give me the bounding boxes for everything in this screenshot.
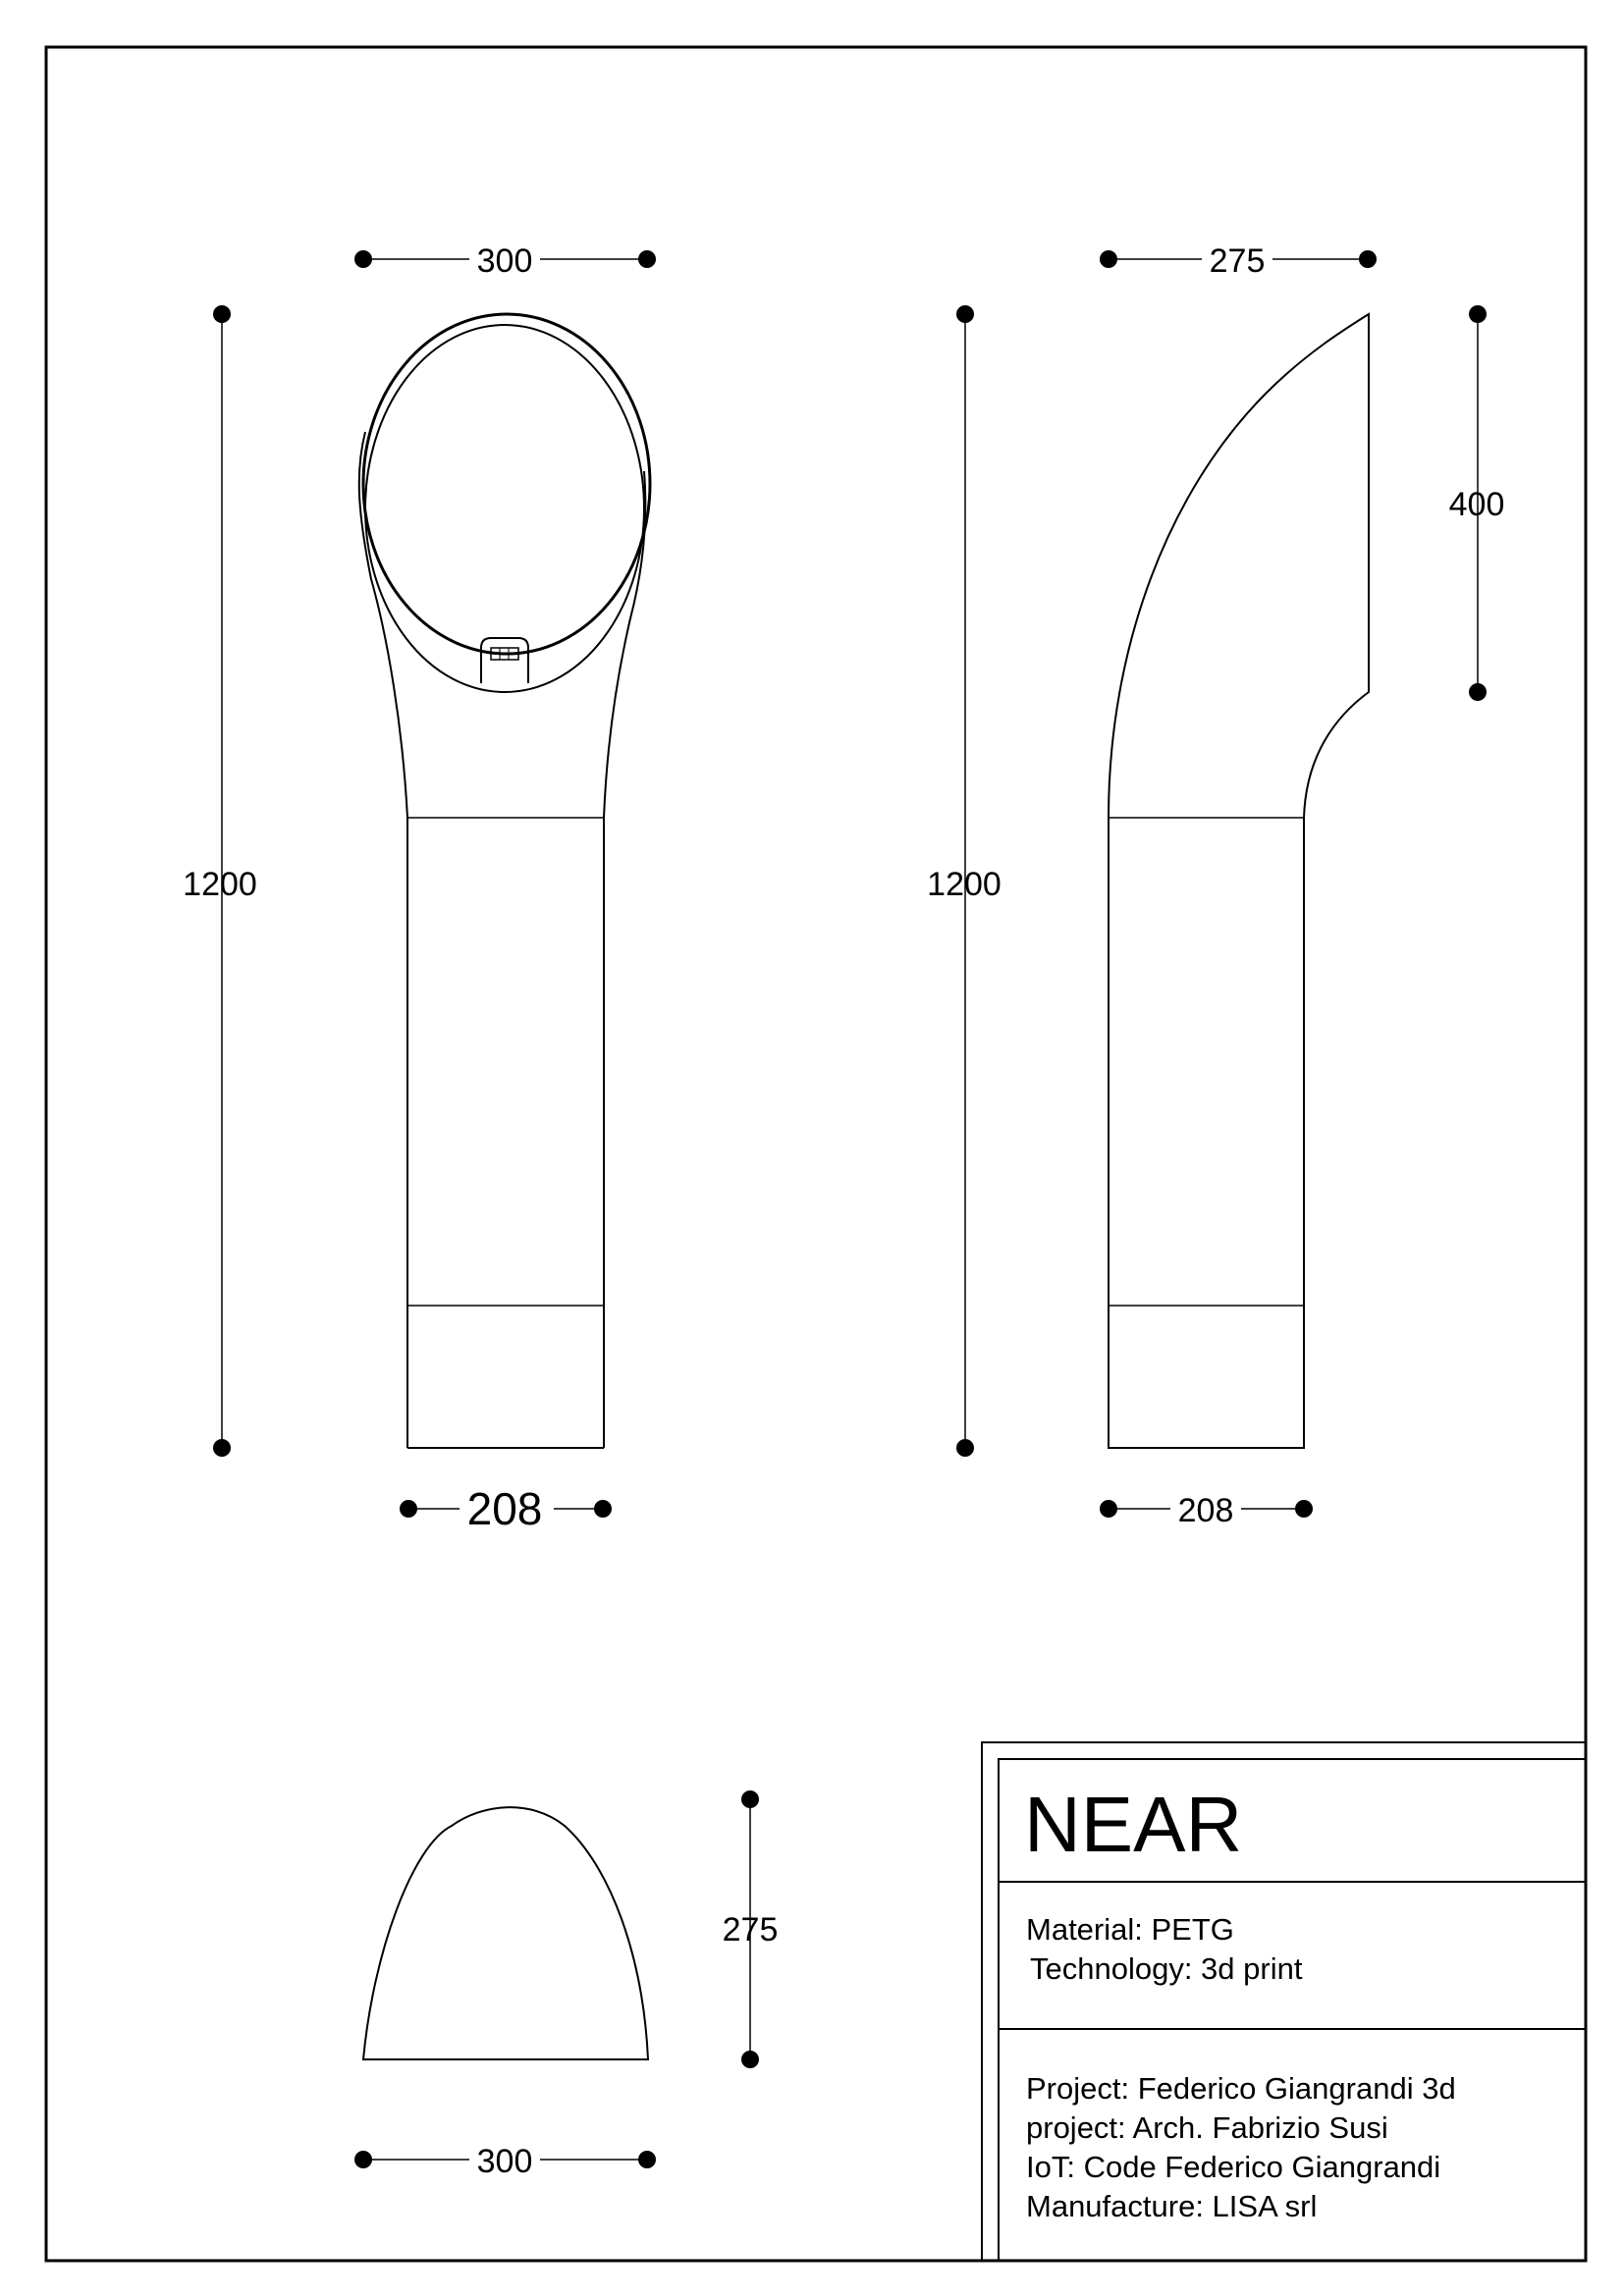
front-dim-width-top: [354, 240, 656, 280]
side-dim-width-base: [1100, 1490, 1313, 1529]
title-block: [982, 1742, 1586, 2261]
front-dim-height-label: 1200: [183, 866, 257, 903]
side-view-body-outline: [1109, 314, 1369, 1448]
front-view: [359, 314, 650, 1448]
spec-technology: Technology: 3d print: [1030, 1951, 1303, 1986]
side-dim-width-base-label: 208: [1177, 1492, 1234, 1529]
front-dim-width-base-label: 208: [466, 1483, 543, 1534]
front-view-head-inner: [365, 325, 644, 692]
top-view: [363, 1807, 648, 2059]
credit-project-arch: project: Arch. Fabrizio Susi: [1026, 2110, 1388, 2145]
front-dim-height: [183, 305, 257, 1457]
top-view-outline: [363, 1807, 648, 2059]
front-view-sensor: [481, 638, 528, 683]
side-dim-width-top-label: 275: [1209, 242, 1266, 280]
credit-iot: IoT: Code Federico Giangrandi: [1026, 2150, 1441, 2184]
sheet-border: [46, 47, 1586, 2261]
spec-material: Material: PETG: [1026, 1912, 1234, 1947]
credit-manufacture: Manufacture: LISA srl: [1026, 2189, 1318, 2223]
side-dim-width-top: [1100, 240, 1377, 280]
side-dim-head-height-label: 400: [1448, 486, 1505, 523]
top-dim-depth: [723, 1790, 779, 2068]
front-view-head-outer: [363, 314, 650, 654]
front-dim-width-base: [400, 1483, 612, 1534]
side-dim-head-height: [1449, 305, 1505, 701]
title-block-title: NEAR: [1024, 1781, 1243, 1868]
credit-project: Project: Federico Giangrandi 3d: [1026, 2071, 1456, 2106]
side-dim-height-label: 1200: [927, 866, 1001, 903]
side-view: [1109, 314, 1369, 1448]
top-dim-depth-label: 275: [722, 1911, 779, 1949]
top-dim-width-label: 300: [476, 2143, 533, 2180]
top-dim-width: [354, 2141, 656, 2180]
front-dim-width-top-label: 300: [476, 242, 533, 280]
side-dim-height: [927, 305, 1001, 1457]
front-view-body-outline: [359, 432, 646, 1448]
